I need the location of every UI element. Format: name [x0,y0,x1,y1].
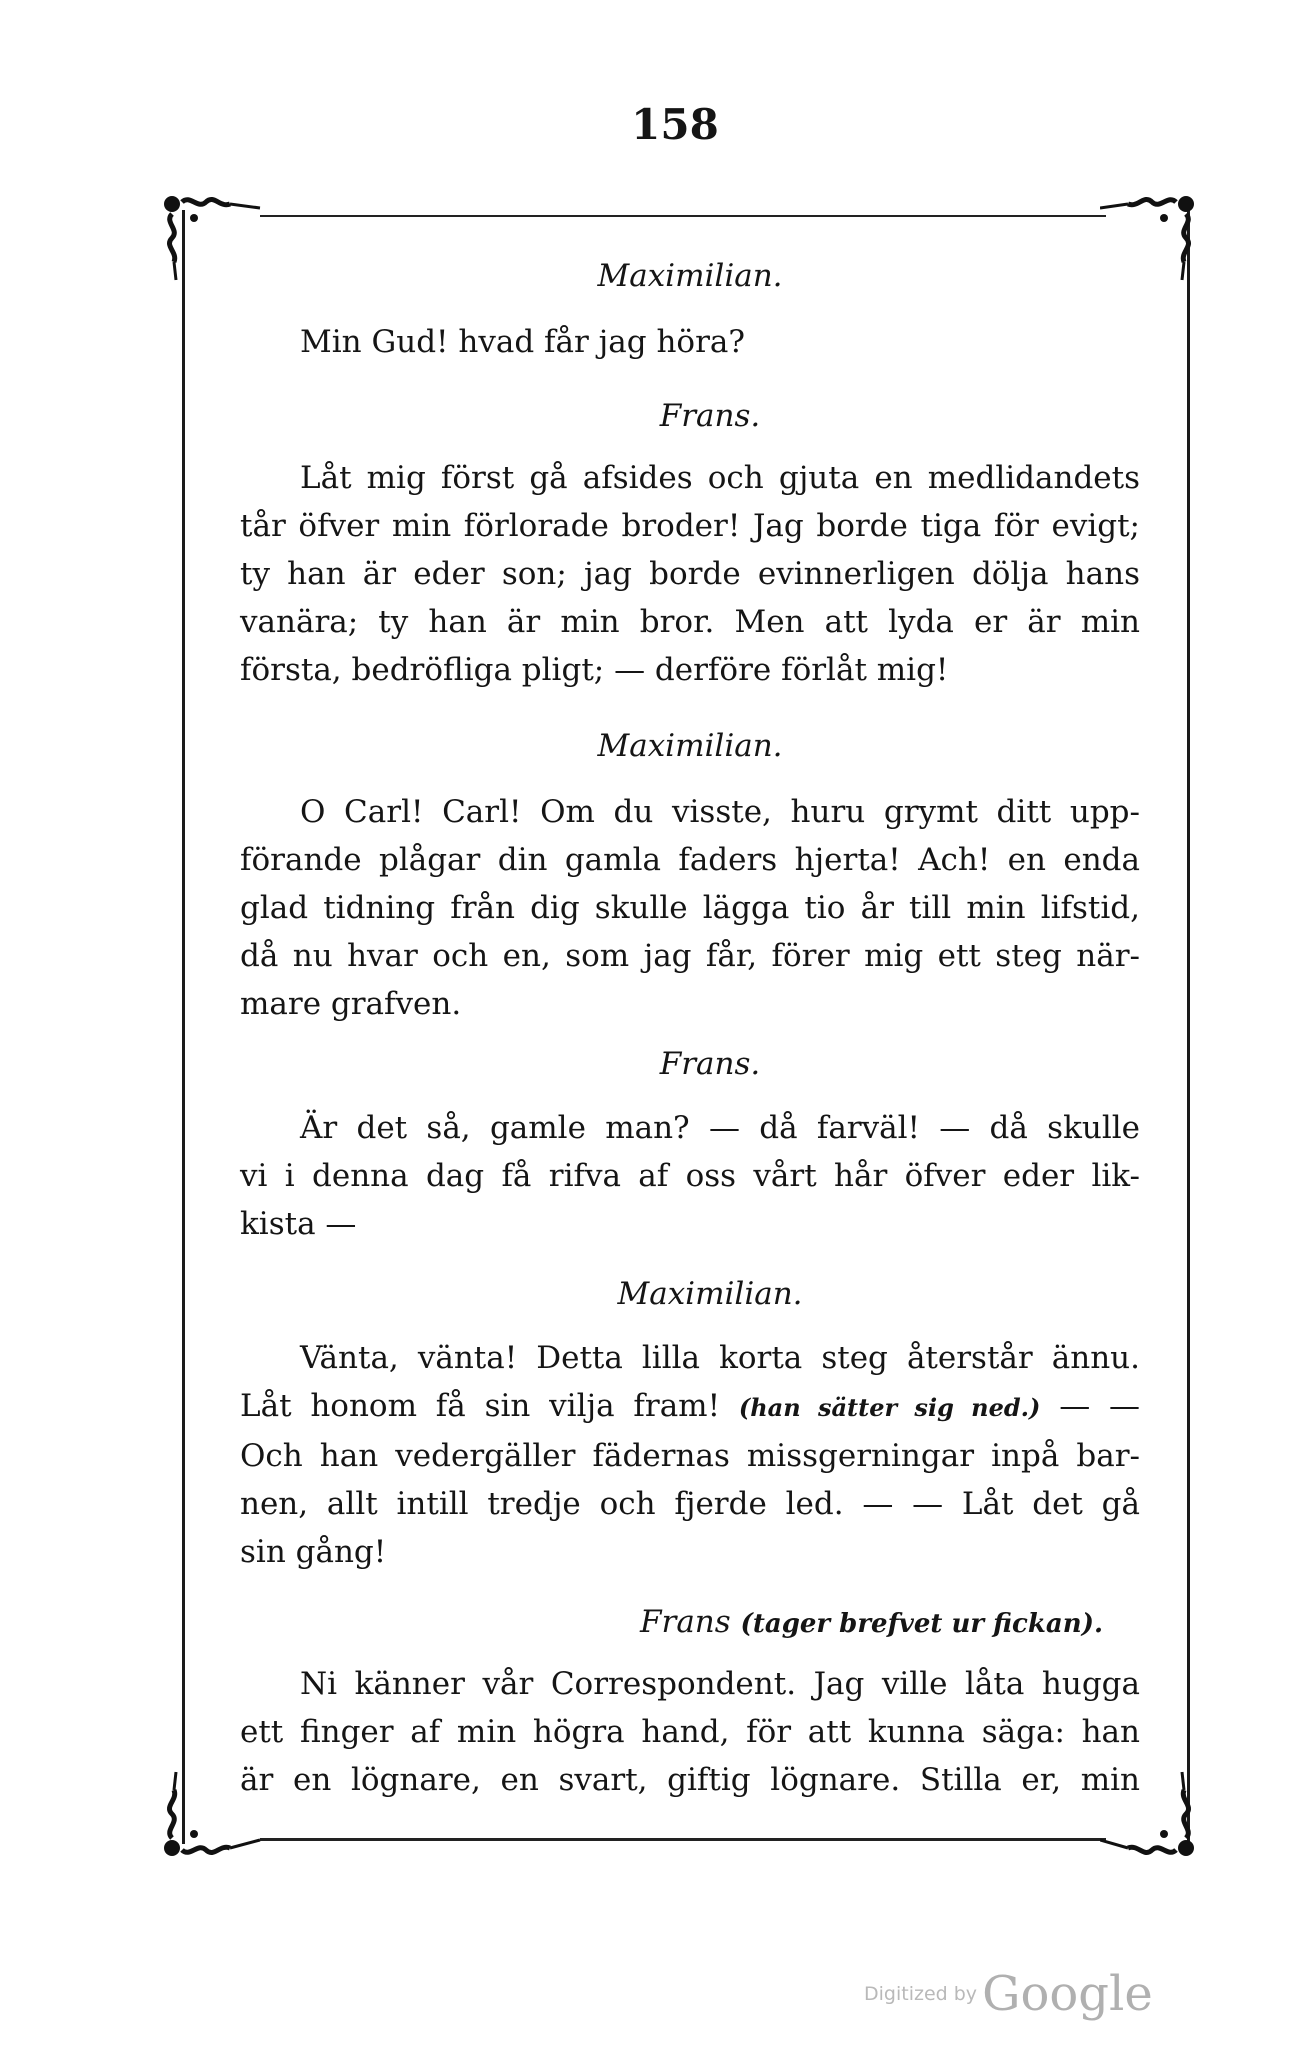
watermark-brand: Google [982,1966,1153,2022]
text-line: är en lögnare, en svart, giftig lögnare. Stilla er, min [240,1762,1140,1798]
text-line: Låt mig först gå afsides och gjuta en medlidandets [300,460,1140,496]
text-line: då nu hvar och en, som jag får, förer mig ett steg när- [240,938,1140,974]
text-line: kista — [240,1206,357,1242]
speech [300,318,900,366]
stage-direction: (han sätter sig ned.) [738,1393,1041,1422]
top-rule [260,215,1106,217]
text-line: nen, allt intill tredje och fjerde led. — — Låt det gå [240,1486,1140,1522]
text-line: tår öfver min förlorade broder! Jag borde tiga för evigt; [240,508,1140,544]
speech [240,788,1140,1028]
speaker-name: Frans [640,1604,731,1640]
text-line: mare grafven. [240,986,462,1022]
text-line: Är det så, gamle man? — då farväl! — då skulle [300,1110,1140,1146]
text-fragment: Låt honom få sin vilja fram! [240,1388,721,1424]
text-line: förande plågar din gamla faders hjerta! Ach! en enda [240,842,1140,878]
speech [240,1104,1140,1248]
stage-direction: (tager brefvet ur fickan). [740,1609,1103,1639]
text-line: Och han vedergäller fädernas missgerningar inpå bar- [240,1438,1140,1474]
speech [240,454,1140,694]
speaker-name: Frans. [659,398,761,434]
text-fragment: — — [1059,1388,1140,1424]
page-number: 158 [631,100,719,149]
bottom-rule [260,1838,1106,1841]
watermark-prefix: Digitized by [864,1983,978,2005]
speaker-name: Maximilian. [597,258,783,294]
text-line: vanära; ty han är min bror. Men att lyda er är min [240,604,1140,640]
text-line: O Carl! Carl! Om du visste, huru grymt ditt upp- [300,794,1140,830]
text-line: vi i denna dag få rifva af oss vårt hår öfver eder lik- [240,1158,1140,1194]
speech [240,1660,1140,1804]
text-line: sin gång! [240,1534,387,1570]
text-line: Vänta, vänta! Detta lilla korta steg återstår ännu. [300,1340,1140,1376]
text-line: Min Gud! hvad får jag höra? [300,324,745,360]
text-line: första, bedröfliga pligt; — derföre förlåt mig! [240,652,949,688]
speech [240,1334,1140,1576]
speaker-name: Maximilian. [597,728,783,764]
speaker-heading [640,1604,1140,1640]
speaker-name: Maximilian. [617,1276,803,1312]
text-line: ett finger af min högra hand, för att kunna säga: han [240,1714,1140,1750]
text-line [240,1382,1140,1432]
text-line: Ni känner vår Correspondent. Jag ville låta hugga [300,1666,1140,1702]
text-line: ty han är eder son; jag borde evinnerligen dölja hans [240,556,1140,592]
text-line: glad tidning från dig skulle lägga tio år till min lifstid, [240,890,1140,926]
speaker-name: Frans. [659,1046,761,1082]
digitized-watermark [864,1966,1153,2022]
